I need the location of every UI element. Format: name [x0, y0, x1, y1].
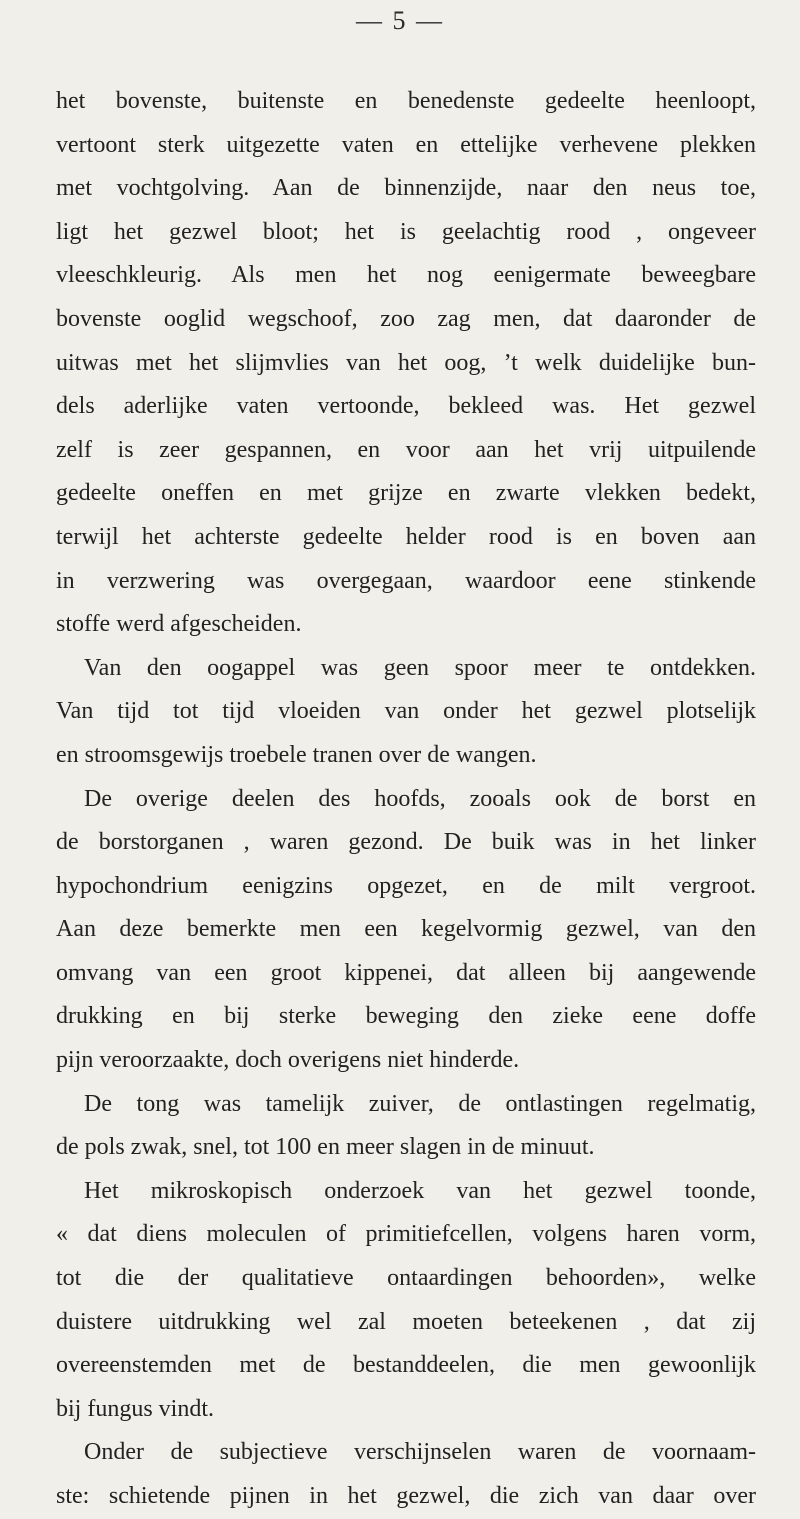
body-text [56, 80, 756, 1519]
paragraph [56, 1170, 756, 1432]
text-line: uitwas met het slijmvlies van het oog, ’t welk duidelijke bun- [56, 349, 756, 376]
text-line: ligt het gezwel bloot; het is geelachtig rood , ongeveer [56, 218, 756, 245]
text-line: Aan deze bemerkte men een kegelvormig gezwel, van den [56, 916, 756, 943]
text-line: Onder de subjectieve verschijnselen waren de voornaam- [84, 1439, 756, 1466]
text-line: omvang van een groot kippenei, dat alleen bij aangewende [56, 959, 756, 986]
text-line: bij fungus vindt. [56, 1395, 215, 1422]
text-line: met vochtgolving. Aan de binnenzijde, naar den neus toe, [56, 175, 756, 202]
text-line: Van tijd tot tijd vloeiden van onder het gezwel plotselijk [56, 698, 756, 725]
text-line: overeenstemden met de bestanddeelen, die men gewoonlijk [56, 1352, 756, 1379]
text-line: De overige deelen des hoofds, zooals ook de borst en [84, 785, 756, 812]
text-line: de pols zwak, snel, tot 100 en meer slagen in de minuut. [56, 1134, 595, 1161]
text-line: vertoont sterk uitgezette vaten en ettelijke verhevene plekken [56, 131, 756, 158]
paragraph [56, 778, 756, 1083]
text-line: vleeschkleurig. Als men het nog eenigermate beweegbare [56, 262, 756, 289]
page-number: — 5 — [356, 6, 444, 35]
text-line: Van den oogappel was geen spoor meer te ontdekken. [84, 654, 756, 681]
text-line: stoffe werd afgescheiden. [56, 611, 302, 638]
text-line: in verzwering was overgegaan, waardoor eene stinkende [56, 567, 756, 594]
text-line: pijn veroorzaakte, doch overigens niet hinderde. [56, 1047, 520, 1074]
text-line: het bovenste, buitenste en benedenste gedeelte heenloopt, [56, 88, 756, 114]
text-line: duistere uitdrukking wel zal moeten beteekenen , dat zij [56, 1308, 756, 1335]
text-line: « dat diens moleculen of primitiefcellen, volgens haren vorm, [56, 1221, 756, 1248]
text-line: en stroomsgewijs troebele tranen over de wangen. [56, 741, 537, 768]
text-line: de borstorganen , waren gezond. De buik was in het linker [56, 829, 756, 856]
paragraph [56, 1431, 756, 1518]
paragraph [56, 1083, 756, 1170]
text-line: terwijl het achterste gedeelte helder rood is en boven aan [56, 523, 756, 550]
text-line: hypochondrium eenigzins opgezet, en de milt vergroot. [56, 872, 756, 899]
text-line: gedeelte oneffen en met grijze en zwarte vlekken bedekt, [56, 480, 756, 507]
text-line: De tong was tamelijk zuiver, de ontlastingen regelmatig, [84, 1090, 756, 1117]
text-line: ste: schietende pijnen in het gezwel, die zich van daar over [56, 1483, 756, 1509]
paragraph [56, 80, 756, 647]
text-line: bovenste ooglid wegschoof, zoo zag men, dat daaronder de [56, 305, 756, 332]
text-line: Het mikroskopisch onderzoek van het gezwel toonde, [84, 1177, 756, 1204]
text-line: zelf is zeer gespannen, en voor aan het vrij uitpuilende [56, 436, 756, 463]
paragraph [56, 647, 756, 778]
text-line: dels aderlijke vaten vertoonde, bekleed was. Het gezwel [56, 393, 756, 420]
text-line: drukking en bij sterke beweging den zieke eene doffe [56, 1003, 756, 1030]
text-line: tot die der qualitatieve ontaardingen behoorden», welke [56, 1265, 756, 1292]
